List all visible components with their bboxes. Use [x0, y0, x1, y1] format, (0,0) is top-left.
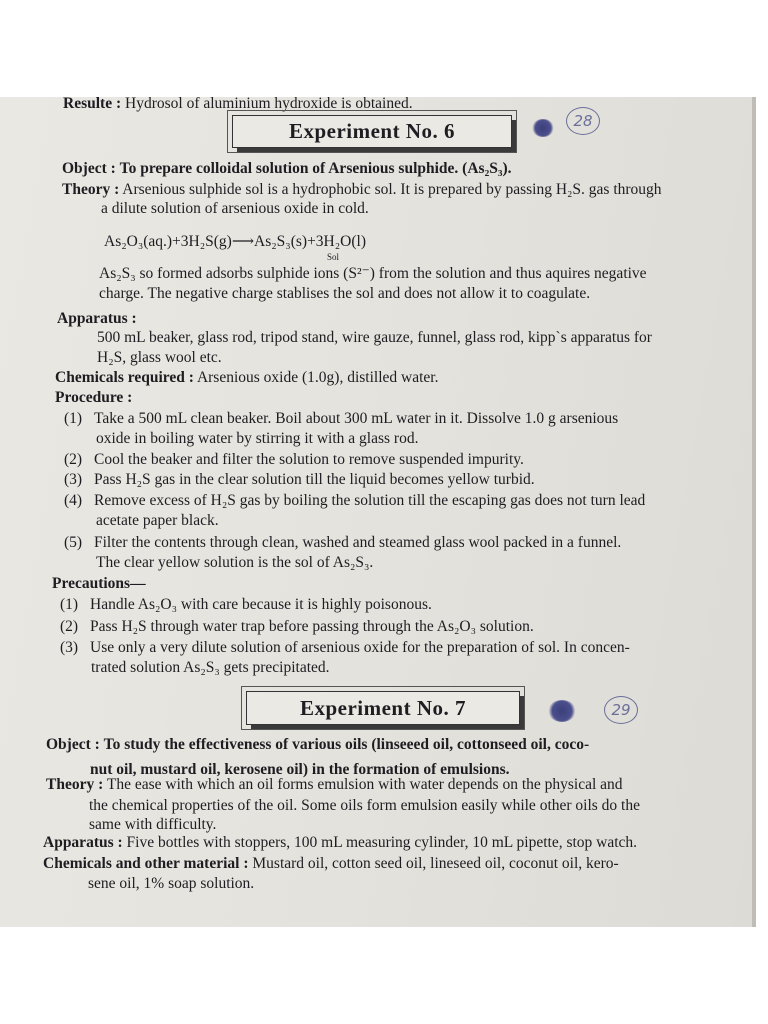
- exp6-object: [62, 160, 512, 178]
- page-edge: [752, 97, 756, 927]
- exp7-chemicals-line1: [43, 855, 619, 873]
- handwritten-page-number: 29: [604, 696, 638, 724]
- exp6-apparatus-line1: 500 mL beaker, glass rod, tripod stand, wire gauze, funnel, glass rod, kipp`s apparatus for: [97, 329, 652, 346]
- exp6-apparatus-line2: H₂S, glass wool etc.: [97, 349, 222, 366]
- exp6-procedure-label: Procedure :: [55, 389, 133, 406]
- precaution-item: (3) Use only a very dilute solution of arsenious oxide for the preparation of sol. In concen-: [60, 639, 630, 656]
- exp6-apparatus-label: Apparatus :: [57, 310, 137, 327]
- precaution-item: (2) Pass H₂S through water trap before passing through the As₂O₃ solution.: [60, 618, 534, 635]
- pen-scribble-icon: [548, 700, 576, 722]
- result-label: Resulte :: [63, 97, 122, 112]
- procedure-item: (2) Cool the beaker and filter the solution to remove suspended impurity.: [64, 451, 524, 468]
- procedure-item: (1) Take a 500 mL clean beaker. Boil about 300 mL water in it. Dissolve 1.0 g arsenious: [64, 410, 619, 427]
- exp6-precautions-label: Precautions—: [52, 575, 146, 592]
- exp7-object-line1: [46, 736, 589, 754]
- object-text: To prepare colloidal solution of Arsenious sulphide. (As₂S₃).: [119, 160, 512, 177]
- procedure-item: (5) Filter the contents through clean, washed and steamed glass wool packed in a funnel.: [64, 534, 622, 551]
- theory-label: Theory :: [62, 181, 120, 198]
- exp6-theory-line2: a dilute solution of arsenious oxide in cold.: [101, 200, 369, 217]
- procedure-item: (3) Pass H₂S gas in the clear solution till the liquid becomes yellow turbid.: [64, 471, 535, 488]
- procedure-item-cont: oxide in boiling water by stirring it with a glass rod.: [96, 430, 419, 447]
- chemical-equation: As₂O₃(aq.)+3H₂S(g)⟶As₂S₃(s)+3H₂O(l): [104, 233, 366, 250]
- precaution-item: (1) Handle As₂O₃ with care because it is highly poisonous.: [60, 596, 432, 613]
- scanned-page: [0, 97, 756, 927]
- procedure-item-cont: The clear yellow solution is the sol of As₂S₃.: [96, 554, 374, 571]
- exp7-theory-line2: the chemical properties of the oil. Some oils form emulsion easily while other oils do the: [89, 797, 640, 814]
- object-label: Object :: [62, 160, 116, 177]
- experiment-6-heading: Experiment No. 6: [232, 115, 512, 148]
- exp7-apparatus: [43, 834, 637, 852]
- exp7-theory-line3: same with difficulty.: [89, 816, 217, 833]
- procedure-item: (4) Remove excess of H₂S gas by boiling the solution till the escaping gas does not turn lead: [64, 492, 646, 509]
- chemicals-text: Arsenious oxide (1.0g), distilled water.: [196, 369, 439, 386]
- exp6-theory-line3: As₂S₃ so formed adsorbs sulphide ions (S²⁻) from the solution and thus aquires negative: [99, 265, 647, 282]
- chemicals-label: Chemicals and other material :: [43, 855, 249, 872]
- apparatus-text: Five bottles with stoppers, 100 mL measuring cylinder, 10 mL pipette, stop watch.: [126, 834, 638, 851]
- exp7-theory-line1: [46, 776, 623, 794]
- chemicals-text: Mustard oil, cotton seed oil, lineseed oil, coconut oil, kero-: [252, 855, 619, 872]
- theory-text: Arsenious sulphide sol is a hydrophobic sol. It is prepared by passing H₂S. gas through: [122, 181, 662, 198]
- exp7-chemicals-line2: sene oil, 1% soap solution.: [88, 875, 255, 892]
- procedure-item-cont: acetate paper black.: [96, 512, 219, 529]
- result-text: Hydrosol of aluminium hydroxide is obtained.: [125, 97, 413, 112]
- precaution-item-cont: trated solution As₂S₃ gets precipitated.: [91, 659, 330, 676]
- exp6-theory-line4: charge. The negative charge stablises the sol and does not allow it to coagulate.: [99, 285, 591, 302]
- exp6-chemicals: [55, 369, 438, 387]
- chemicals-label: Chemicals required :: [55, 369, 194, 386]
- theory-label: Theory :: [46, 776, 104, 793]
- equation-sol-label: Sol: [327, 252, 340, 262]
- experiment-7-heading: Experiment No. 7: [246, 691, 520, 725]
- pen-scribble-icon: [532, 119, 554, 137]
- handwritten-page-number: 28: [566, 107, 600, 135]
- exp7-object-line2: nut oil, mustard oil, kerosene oil) in the formation of emulsions.: [90, 761, 510, 778]
- object-text: To study the effectiveness of various oils (linseeed oil, cottonseed oil, coco-: [103, 736, 590, 753]
- object-label: Object :: [46, 736, 100, 753]
- theory-text: The ease with which an oil forms emulsion with water depends on the physical and: [106, 776, 623, 793]
- exp6-theory-line1: [62, 181, 662, 199]
- apparatus-label: Apparatus :: [43, 834, 123, 851]
